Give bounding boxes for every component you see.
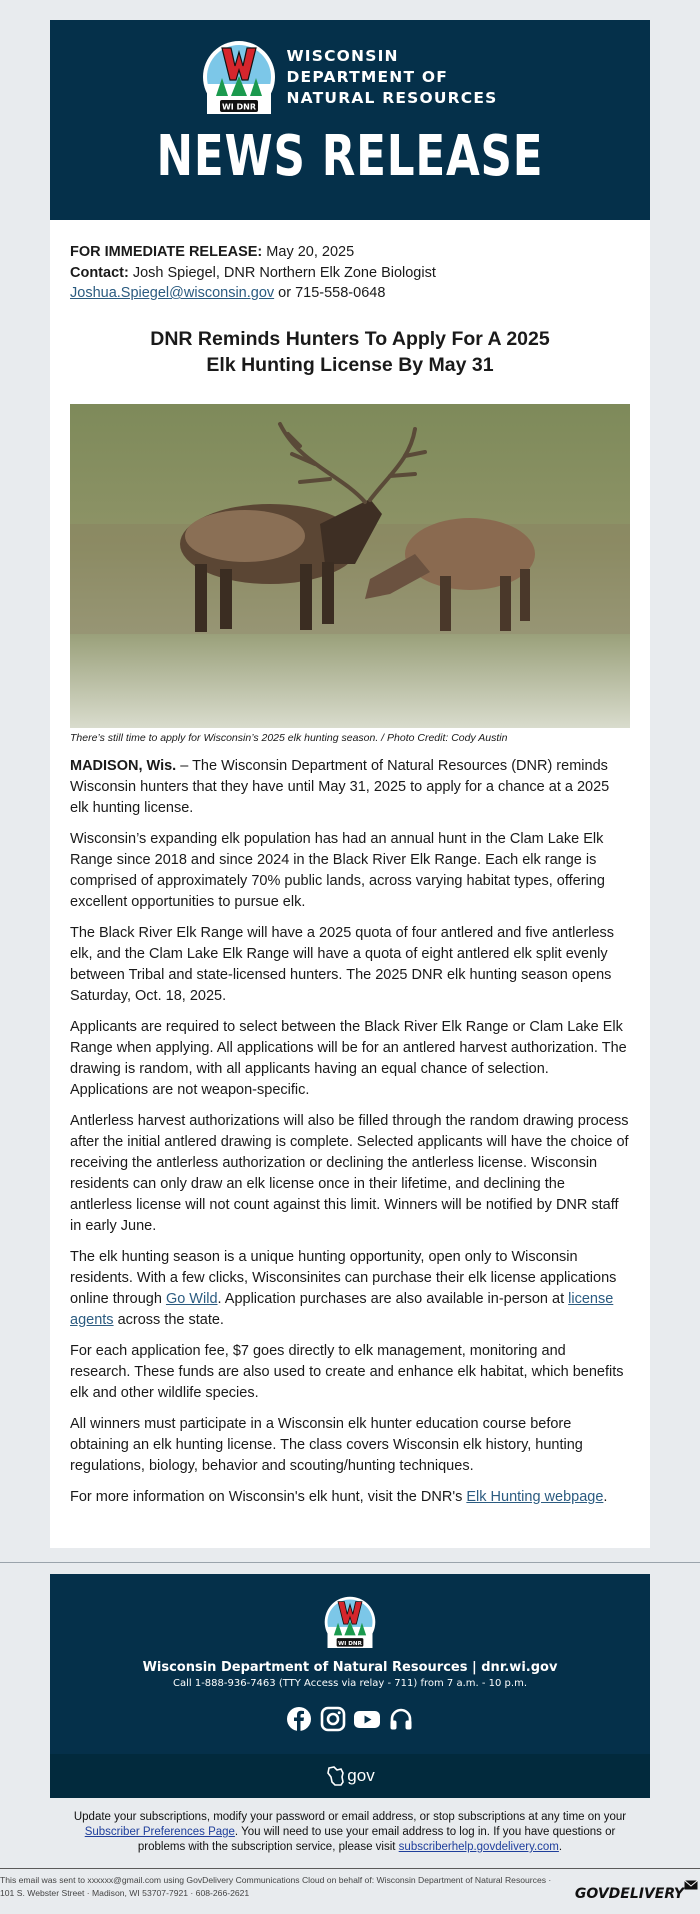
article-body	[70, 756, 630, 1508]
release-label: FOR IMMEDIATE RELEASE:	[70, 244, 263, 260]
release-date-line	[70, 242, 630, 263]
elk-hunting-webpage-link[interactable]: Elk Hunting webpage	[466, 1488, 604, 1505]
logo-text: WI DNR	[222, 102, 257, 112]
wi-gov-bar	[50, 1754, 650, 1798]
brand-text	[286, 46, 497, 109]
footer-dnr-logo-icon[interactable]	[324, 1596, 376, 1648]
legal-notice: This email was sent to xxxxxx@gmail.com using GovDelivery Communications Cloud on behalf of: Wisconsin Department of Natural Resources · 101 S. Webster Street · Madison, WI 53707-7921 · 608-266-2621	[0, 1875, 552, 1898]
manage-text-c: .	[558, 1841, 563, 1853]
contact-line	[70, 263, 630, 284]
wisconsin-state-icon	[325, 1765, 347, 1787]
instagram-icon[interactable]	[320, 1706, 346, 1732]
paragraph-6	[70, 1247, 630, 1331]
paragraph-3: The Black River Elk Range will have a 2025 quota of four antlered and five antlerless elk, and the Clam Lake Elk Range will have a quota of eight antlered elk split evenly between Tribal and state-licensed hunters. The 2025 DNR elk hunting season opens Saturday, Oct. 18, 2025.	[70, 924, 615, 1004]
news-release-title: NEWS RELEASE	[156, 124, 544, 189]
paragraph-1	[70, 756, 630, 819]
paragraph-6-text-c: across the state.	[113, 1311, 224, 1328]
footer-logo-text: WI DNR	[338, 1640, 362, 1647]
footer-banner	[50, 1574, 650, 1798]
wi-dnr-logo-icon	[202, 40, 276, 114]
podcast-icon[interactable]	[388, 1706, 414, 1732]
paragraph-5: Antlerless harvest authorizations will also be filled through the random drawing process after the initial antlered drawing is complete. Selected applicants will have the choice of receiving the antlerless authorization or declining the antlerless license. Wisconsin residents can only draw an elk license once in their lifetime, and declining the antlerless license will not count against this limit. Winners will be notified by DNR staff in early June.	[70, 1112, 629, 1234]
govdelivery-logo[interactable]: GOVDELIVERY	[574, 1886, 684, 1902]
header-banner	[50, 20, 650, 220]
manage-text-b: . You will need to use your email address to log in. If you have questions or problems with the subscription service, please visit	[137, 1826, 616, 1853]
license-agents-link[interactable]: license agents	[70, 1290, 614, 1328]
paragraph-7: For each application fee, $7 goes directly to elk management, monitoring and research. These funds are also used to create and enhance elk habitat, which benefits elk and other wildlife species.	[70, 1342, 624, 1401]
section-divider	[0, 1562, 700, 1563]
contact-label: Contact:	[70, 264, 129, 281]
release-date: May 20, 2025	[266, 244, 355, 260]
elk-photo	[70, 404, 630, 728]
gov-text: gov	[347, 1766, 375, 1785]
subscription-management	[60, 1810, 640, 1855]
headline-line-1: DNR Reminds Hunters To Apply For A 2025	[150, 327, 550, 350]
paragraph-9	[70, 1487, 630, 1508]
contact-email-link[interactable]: Joshua.Spiegel@wisconsin.gov	[70, 285, 275, 301]
dnr-brand[interactable]	[202, 40, 497, 114]
manage-text-a: Update your subscriptions, modify your password or email address, or stop subscriptions at any time on your	[73, 1811, 627, 1823]
brand-line-3: NATURAL RESOURCES	[286, 88, 498, 107]
bottom-divider	[0, 1868, 700, 1869]
go-wild-link[interactable]: Go Wild	[165, 1290, 218, 1307]
footer-phone: Call 1-888-936-7463 (TTY Access via relay - 711) from 7 a.m. - 10 p.m.	[172, 1678, 527, 1689]
footer-title: Wisconsin Department of Natural Resources | dnr.wi.gov	[142, 1660, 558, 1675]
headline-line-2: Elk Hunting License By May 31	[206, 353, 494, 376]
subscriber-help-link[interactable]: subscriberhelp.govdelivery.com	[398, 1841, 559, 1853]
paragraph-4: Applicants are required to select between the Black River Elk Range or Clam Lake Elk Range when applying. All applications will be for an antlered harvest authorization. The drawing is random, with all applicants having an equal chance of selection. Applications are not weapon-specific.	[70, 1018, 627, 1098]
release-content	[50, 220, 650, 1548]
paragraph-8: All winners must participate in a Wisconsin elk hunter education course before obtaining an elk hunting license. The class covers Wisconsin elk history, hunting regulations, biology, behavior and scouting/hunting techniques.	[70, 1415, 583, 1474]
paragraph-9-text-a: For more information on Wisconsin's elk hunt, visit the DNR's	[70, 1488, 467, 1505]
brand-line-1: WISCONSIN	[286, 46, 399, 65]
contact-email-line	[70, 283, 630, 304]
email-body	[50, 20, 650, 1548]
release-meta	[70, 242, 630, 304]
contact-name: Josh Spiegel, DNR Northern Elk Zone Biologist	[132, 264, 436, 281]
paragraph-2: Wisconsin’s expanding elk population has had an annual hunt in the Clam Lake Elk Range since 2018 and since 2024 in the Black River Elk Range. Each elk range is comprised of approximately 70% public lands, across varying habitat types, offering excellent opportunities to pursue elk.	[70, 830, 605, 910]
paragraph-6-text-a: The elk hunting season is a unique hunting opportunity, open only to Wisconsin residents. With a few clicks, Wisconsinites can purchase their elk license applications online through	[70, 1248, 617, 1307]
paragraph-6-text-b: . Application purchases are also available in-person at	[217, 1290, 569, 1307]
contact-phone: or 715-558-0648	[278, 285, 386, 301]
subscriber-preferences-link[interactable]: Subscriber Preferences Page	[84, 1826, 235, 1838]
paragraph-9-text-b: .	[603, 1488, 608, 1505]
youtube-icon[interactable]	[354, 1706, 380, 1732]
envelope-icon	[684, 1880, 698, 1890]
brand-line-2: DEPARTMENT OF	[286, 67, 448, 86]
paragraph-1-text: – The Wisconsin Department of Natural Resources (DNR) reminds Wisconsin hunters that they have until May 31, 2025 to apply for a chance at a 2025 elk hunting license.	[70, 757, 610, 816]
social-links	[50, 1706, 650, 1732]
photo-caption: There’s still time to apply for Wisconsin’s 2025 elk hunting season. / Photo Credit: Cody Austin	[70, 731, 508, 744]
dateline: MADISON, Wis.	[70, 757, 177, 774]
facebook-icon[interactable]	[286, 1706, 312, 1732]
headline	[90, 326, 610, 378]
